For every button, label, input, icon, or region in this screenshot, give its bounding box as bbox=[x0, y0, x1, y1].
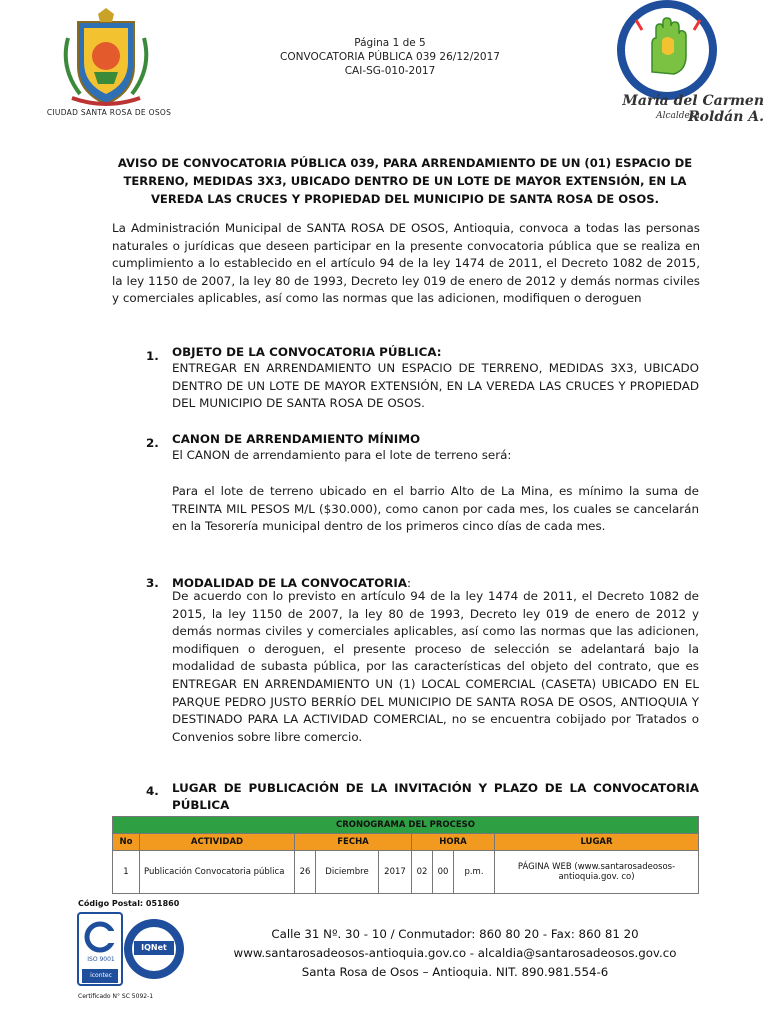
mayor-signature-name: María del Carmen Roldán A. bbox=[622, 93, 764, 125]
table-row bbox=[113, 851, 699, 894]
section-2-number: 2. bbox=[146, 436, 159, 450]
cell-ampm: p.m. bbox=[454, 851, 495, 894]
intro-paragraph: La Administración Municipal de SANTA ROSA DE OSOS, Antioquia, convoca a todas las personas naturales o jurídicas que deseen participar en la presente convocatoria pública que se realiza en cumplimiento a lo establecido en el artículo 94 de la ley 1474 de 2011, el Decreto 1082 de 2015, la ley 1150 de 2007, la ley 80 de 1993, Decreto ley 019 de enero de 2012 y demás normas civiles y comerciales aplicables, así como las normas que las adicionen, modifiquen o deroguen bbox=[112, 221, 700, 306]
iqnet-label: IQNet bbox=[141, 943, 167, 952]
section-3-heading: MODALIDAD DE LA CONVOCATORIA: bbox=[172, 576, 412, 590]
coat-of-arms-logo bbox=[58, 8, 154, 110]
header-actividad: ACTIVIDAD bbox=[140, 834, 295, 851]
header-hora: HORA bbox=[412, 834, 495, 851]
document-title: AVISO DE CONVOCATORIA PÚBLICA 039, PARA ARRENDAMIENTO DE UN (01) ESPACIO DE TERRENO, MEDIDAS 3X3, UBICADO DENTRO DE UN LOTE DE MAYOR EXTENSIÓN, EN LA VEREDA LAS CRUCES Y PROPIEDAD DEL MUNICIPIO DE SANTA ROSA DE OSOS. bbox=[117, 156, 693, 206]
cell-year: 2017 bbox=[379, 851, 412, 894]
cell-minute: 00 bbox=[433, 851, 454, 894]
cell-hour: 02 bbox=[412, 851, 433, 894]
section-2-detail: Para el lote de terreno ubicado en el barrio Alto de La Mina, es mínimo la suma de TREINTA MIL PESOS M/L ($30.000), como canon por cada mes, los cuales se cancelarán en la Tesorería municipal dentro de los primeros cinco días de cada mes. bbox=[172, 484, 699, 534]
mayor-role: Alcaldesa bbox=[656, 111, 700, 121]
cell-day: 26 bbox=[295, 851, 316, 894]
crest-caption: CIUDAD SANTA ROSA DE OSOS bbox=[46, 108, 172, 117]
cell-month: Diciembre bbox=[316, 851, 379, 894]
header-lugar: LUGAR bbox=[495, 834, 699, 851]
table-caption: CRONOGRAMA DEL PROCESO bbox=[113, 817, 699, 834]
footer-contact bbox=[205, 925, 705, 982]
convocatoria-id: CONVOCATORIA PÚBLICA 039 26/12/2017 bbox=[280, 51, 500, 63]
cell-no: 1 bbox=[113, 851, 140, 894]
header-fecha: FECHA bbox=[295, 834, 412, 851]
footer-location-nit: Santa Rosa de Osos – Antioquia. NIT. 890.981.554-6 bbox=[301, 965, 609, 979]
section-1-text: ENTREGAR EN ARRENDAMIENTO UN ESPACIO DE TERRENO, MEDIDAS 3X3, UBICADO DENTRO DE UN LOTE DE MAYOR EXTENSIÓN, EN LA VEREDA LAS CRUCES Y PROPIEDAD DEL MUNICIPIO DE SANTA ROSA DE OSOS. bbox=[172, 361, 699, 411]
header-info bbox=[270, 36, 510, 78]
header-no: No bbox=[113, 834, 140, 851]
section-2-text: El CANON de arrendamiento para el lote de terreno será: bbox=[172, 448, 512, 462]
cell-lugar: PÁGINA WEB (www.santarosadeosos-antioquia.gov. co) bbox=[495, 851, 699, 894]
page-number: Página 1 de 5 bbox=[354, 37, 426, 49]
section-1-number: 1. bbox=[146, 349, 159, 363]
section-1-heading: OBJETO DE LA CONVOCATORIA PÚBLICA: bbox=[172, 345, 442, 359]
footer-address: Calle 31 Nº. 30 - 10 / Conmutador: 860 80 20 - Fax: 860 81 20 bbox=[271, 927, 639, 941]
icontec-label: icontec bbox=[90, 972, 112, 979]
footer-web-email: www.santarosadeosos-antioquia.gov.co - alcaldia@santarosadeosos.gov.co bbox=[233, 946, 677, 960]
section-2-heading: CANON DE ARRENDAMIENTO MÍNIMO bbox=[172, 432, 421, 446]
certificate-number: Certificado N° SC 5092-1 bbox=[78, 993, 154, 1000]
schedule-table bbox=[112, 816, 699, 894]
section-3-number: 3. bbox=[146, 576, 159, 590]
iso-label: ISO 9001 bbox=[87, 956, 115, 963]
section-3-text: De acuerdo con lo previsto en artículo 94 de la ley 1474 de 2011, el Decreto 1082 de 2015, la ley 1150 de 2007, la ley 80 de 1993, Decreto ley 019 de enero de 2012 y demás normas civiles y comerciales aplicables, así como las normas que las adicionen, modifiquen o deroguen, el presente proceso de selección se adelantará bajo la modalidad de subasta pública, por las características del objeto del contrato, que es ENTREGAR EN ARRENDAMIENTO UN (1) LOCAL COMERCIAL (CASETA) UBICADO EN EL PARQUE PEDRO JUSTO BERRÍO DEL MUNICIPIO DE SANTA ROSA DE OSOS, ANTIOQUIA Y DESTINADO PARA LA ACTIVIDAD COMERCIAL, no se encuentra cobijado por Tratados o Convenios sobre libre comercio. bbox=[172, 589, 699, 744]
cell-actividad: Publicación Convocatoria pública bbox=[140, 851, 295, 894]
document-code: CAI-SG-010-2017 bbox=[344, 65, 436, 77]
hand-logo bbox=[612, 0, 722, 100]
postal-code: Código Postal: 051860 bbox=[78, 899, 180, 908]
section-4-heading: LUGAR DE PUBLICACIÓN DE LA INVITACIÓN Y PLAZO DE LA CONVOCATORIA PÚBLICA bbox=[172, 781, 699, 812]
section-4-number: 4. bbox=[146, 784, 159, 798]
certification-logos bbox=[76, 911, 186, 991]
